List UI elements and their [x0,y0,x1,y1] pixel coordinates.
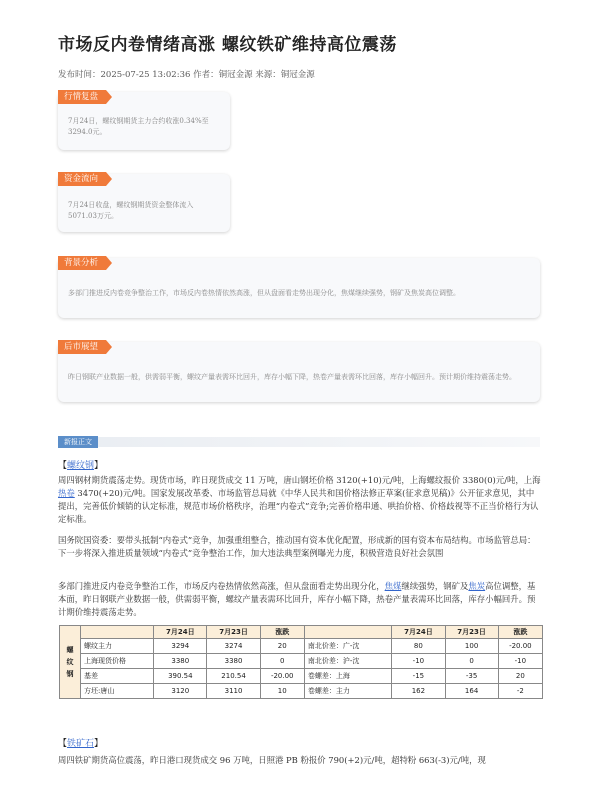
table-cell: -10 [498,654,542,669]
table-cell: 164 [445,684,498,699]
link-coke[interactable]: 焦炭 [468,581,486,591]
table-cell: 方坯:唐山 [81,684,154,699]
table-header-cell: 7月24日 [392,626,445,639]
table-cell: 卷螺差：上海 [304,669,391,684]
table-cell: -20.00 [260,669,304,684]
bracket-close: 】 [94,461,104,471]
table-cell: 上海现货价格 [81,654,154,669]
rebar-paragraph-2: 国务院国资委：要带头抵制“内卷式”竞争，加强重组整合，推动国有资本优化配置，形成新的国有资本布局结构。市场监管总局：下一步将深入推进质量领域“内卷式”竞争整治工作，加大违法典型案例曝光力度，积极营造良好社会氛围 [58,535,536,558]
table-cell: 390.54 [154,669,207,684]
outlook-text: 昨日钢联产业数据一般，供需弱平衡，螺纹产量表需环比回升，库存小幅下降，热卷产量表需环比回落，库存小幅回升。预计期价维持震荡走势。 [68,373,516,381]
rebar-data-table [59,625,543,699]
link-rebar[interactable]: 螺纹钢 [67,461,95,471]
table-cell: 卷螺差：主力 [304,684,391,699]
bracket-open: 【 [58,461,68,471]
table-cell: 南北价差：沪-沈 [304,654,391,669]
table-cell: -15 [392,669,445,684]
section-header-bar [58,437,540,447]
publish-meta: 发布时间：2025-07-25 13:02:36 作者：铜冠金源 来源：铜冠金源 [58,70,315,80]
table-cell: 3380 [207,654,260,669]
review-text: 7月24日，螺纹钢期货主力合约收涨0.34%至3294.0元。 [68,117,209,136]
section-label: 新报正文 [58,436,98,448]
table-cell: 162 [392,684,445,699]
table-row [60,654,543,669]
table-cell: -35 [445,669,498,684]
iron-paragraph-1: 周四铁矿期货高位震荡，昨日港口现货成交 96 万吨，日照港 PB 粉报价 790(+2)元/吨，超特粉 663(-3)元/吨，现 [58,755,486,765]
link-iron-ore[interactable]: 铁矿石 [67,739,95,749]
table-header-cell: 涨跌 [260,626,304,639]
table-cell: -10 [392,654,445,669]
card-outlook [58,342,540,402]
rebar-p3-text-b: 继续强势，钢矿及 [401,581,469,591]
table-header-cell: 7月23日 [445,626,498,639]
table-cell: 基差 [81,669,154,684]
rebar-paragraph-1 [58,474,542,526]
tag-flow: 资金流向 [58,172,106,186]
table-cell: 3120 [154,684,207,699]
table-cell: 10 [260,684,304,699]
table-cell: 3110 [207,684,260,699]
table-header-cell [81,626,154,639]
table-cell: 0 [260,654,304,669]
table-cell: 20 [498,669,542,684]
tag-background: 背景分析 [58,256,106,270]
table-cell: 20 [260,639,304,654]
table-cell: 南北价差：广-沈 [304,639,391,654]
table-cell: -20.00 [498,639,542,654]
table-header-cell: 7月24日 [154,626,207,639]
rebar-heading [58,458,103,471]
bracket-open: 【 [58,739,68,749]
bracket-close: 】 [94,739,104,749]
background-text: 多部门推进反内卷竞争整治工作，市场反内卷热情依然高涨，但从盘面看走势出现分化，焦煤继续强势，钢矿及焦炭高位调整。 [68,289,460,297]
rebar-p3-text-a: 多部门推进反内卷竞争整治工作，市场反内卷热情依然高涨，但从盘面看走势出现分化， [58,581,385,591]
table-cell: 100 [445,639,498,654]
page-title: 市场反内卷情绪高涨 螺纹铁矿维持高位震荡 [58,35,397,55]
table-header-row [60,626,543,639]
card-review [58,92,230,150]
table-header-cell [304,626,391,639]
table-cell: -2 [498,684,542,699]
table-cell: 210.54 [207,669,260,684]
table-cell: 3294 [154,639,207,654]
link-hot-coil[interactable]: 热卷 [58,488,75,498]
card-flow [58,174,230,232]
flow-text: 7月24日收盘，螺纹钢期货资金整体流入5071.03万元。 [68,201,194,220]
table-cell: 80 [392,639,445,654]
iron-heading [58,736,103,749]
table-row [60,669,543,684]
tag-review: 行情复盘 [58,90,106,104]
card-background [58,258,540,318]
table-row [60,639,543,654]
table-header-cell: 涨跌 [498,626,542,639]
table-cell: 3274 [207,639,260,654]
table-side-label: 螺 纹 钢 [60,626,81,699]
rebar-p1-text-a: 周四钢材期货震荡走势。现货市场，昨日现货成交 11 万吨，唐山钢坯价格 3120(+10)元/吨，上海螺纹报价 3380(0)元/吨，上海 [58,475,541,485]
table-cell: 0 [445,654,498,669]
rebar-paragraph-3 [58,580,542,619]
tag-outlook: 后市展望 [58,340,106,354]
table-row [60,684,543,699]
link-coking-coal[interactable]: 焦煤 [384,581,402,591]
table-cell: 3380 [154,654,207,669]
rebar-p1-text-b: 3470(+20)元/吨。国家发展改革委、市场监管总局就《中华人民共和国价格法修正草案(征求意见稿)》公开征求意见，其中提出，完善低价倾销的认定标准，规范市场价格秩序，治理“内卷式”竞争;完善价格串通、哄抬价格、价格歧视等不正当价格行为认定标准。 [58,488,539,524]
rebar-p3-text-c: 高位调整，基本面，昨日钢联产业数据一般，供需弱平衡，螺纹产量表需环比回升，库存小幅下降，热卷产量表需环比回落，库存小幅回升。预计期价维持震荡走势。 [58,581,536,617]
table-header-cell: 7月23日 [207,626,260,639]
table-cell: 螺纹主力 [81,639,154,654]
